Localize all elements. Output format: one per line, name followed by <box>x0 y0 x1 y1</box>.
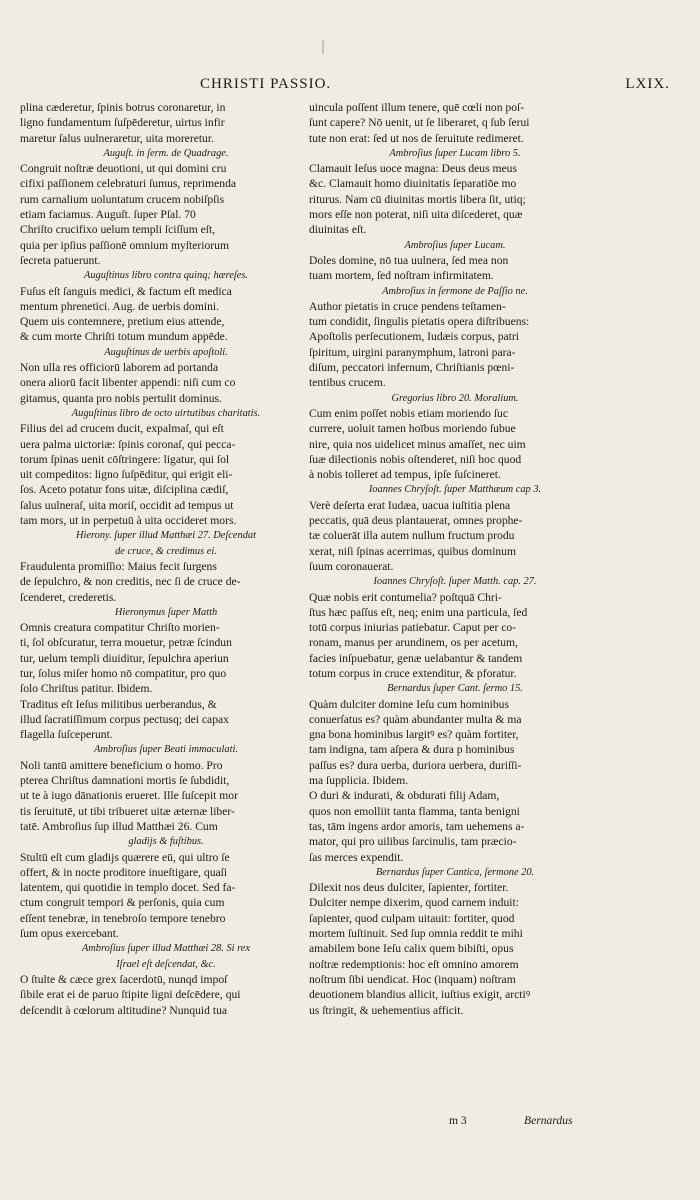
text-line: ſcenderet, crederetis. <box>20 590 117 604</box>
citation-heading: Gregorius libro 20. Moralium. <box>391 392 519 404</box>
text-line: plina cæderetur, ſpinis botrus coronaretur, in <box>20 101 226 114</box>
text-line: Author pietatis in cruce pendens teſtamen- <box>309 299 506 313</box>
text-line: tæ coluerāt illa autem nullum fructum produ <box>309 529 515 543</box>
text-line: gitamus, quanta pro nobis pertulit dominus. <box>20 391 222 405</box>
citation-heading: Ambroſius in ſermone de Paſſio ne. <box>382 285 528 297</box>
text-line: O duri & indurati, & obdurati filij Adam, <box>309 789 500 803</box>
text-line: Apoſtolis perſecutionem, Iudæis corpus, patri <box>309 330 519 344</box>
citation-heading: Ambroſius ſuper Lucam. <box>404 239 506 251</box>
text-line: deuotionem blandius allicit, iuſtius exigit, arctiꝰ <box>309 988 531 1002</box>
citation-heading: Ambroſius ſuper illud Matthæi 28. Si rex <box>81 943 251 955</box>
text-line: tum condidit, ſingulis pietatis opera diſtribuens: <box>309 315 530 329</box>
text-line: ligno fundamentum ſuſpēderetur, uirtus infir <box>20 116 225 130</box>
text-line: ſalus uulneraſ, uita moriſ, occidit ad tempus ut <box>20 498 234 512</box>
citation-heading: Iſrael eſt deſcendat, &c. <box>116 958 216 970</box>
text-line: gna bona hominibus largitꝰ es? quàm fortiter, <box>309 728 519 742</box>
text-line: tis ſeruitutē, ut tibi tribueret uitæ æternæ liber- <box>20 804 235 818</box>
text-line: ſuæ dilectionis nobis oſtenderet, niſi hoc quod <box>309 452 522 466</box>
text-line: Verè deſerta erat Iudæa, uacua iuſtitia plena <box>309 498 511 512</box>
text-line: tas, tām ingens ardor amoris, tam uehemens a- <box>309 819 525 833</box>
citation-heading: de cruce, & credimus ei. <box>115 545 217 557</box>
text-line: Fraudulenta promiſſio: Maius fecit ſurgens <box>20 559 217 573</box>
text-line: de ſepulchro, & non creditis, nec ſi de cruce de- <box>20 575 241 589</box>
text-line: noſtrum ſibi uendicat. Hoc (inquam) noſtram <box>309 972 516 986</box>
text-line: ſos. Aceto potatur fons uitæ, diſciplina cædiſ, <box>20 483 229 497</box>
text-line: &c. Clamauit homo diuinitatis ſeparatiōe mo <box>309 177 517 191</box>
text-line: noſtræ redemptionis: hoc eſt omnino amorem <box>309 957 519 971</box>
text-line: tentibus crucem. <box>309 376 386 390</box>
text-line: tam indigna, tam aſpera & dura p hominibus <box>309 743 515 757</box>
citation-heading: Bernardus ſuper Cant. ſermo 15. <box>387 683 523 695</box>
text-line: ma ſupplicia. Ibidem. <box>309 774 409 788</box>
text-line: eſſent tenebræ, in tenebroſo tempore tenebro <box>20 911 226 925</box>
signature-mark: m 3 <box>449 1114 467 1127</box>
citation-heading: Hieronymus ſuper Matth <box>114 606 218 618</box>
right-column <box>309 100 601 1110</box>
running-title: CHRISTI PASSIO. <box>200 76 332 92</box>
text-line: quos non emolliit tanta flamma, tanta benigni <box>309 804 520 818</box>
text-line: ſolo Chriſtus patitur. Ibidem. <box>20 682 153 696</box>
text-line: illud ſacratiſſimum corpus pectusq; dei capax <box>20 712 229 726</box>
page-footer <box>309 1114 679 1132</box>
text-line: peccatis, quā deus plantauerat, omnes prophe- <box>309 514 523 528</box>
text-line: ut te à iugo dānationis erueret. Ille ſuſcepit mor <box>20 789 238 803</box>
text-line: diuinitas eſt. <box>309 223 367 237</box>
text-line: us ſtringit, & uehementius afficit. <box>309 1003 464 1017</box>
text-line: diſum, peccatori infernum, Chriſtianis pœni- <box>309 361 515 375</box>
text-line: riturus. Nam cū diuinitas mortis libera ſit, utiq; <box>309 192 526 206</box>
text-line: Dilexit nos deus dulciter, ſapienter, fortiter. <box>309 881 509 895</box>
text-line: Quem uis contemnere, pretium eius attende, <box>20 315 225 329</box>
text-line: cifixi paſſionem celebraturi ſumus, reprimenda <box>20 177 237 191</box>
text-line: quia per ipſius paſſionē omnium myſteriorum <box>20 238 229 252</box>
text-line: Noli tantū amittere beneficium o homo. Pro <box>20 758 223 772</box>
text-line: tam mors, ut in perpetuū à uita occideret mors. <box>20 514 237 528</box>
catchword: Bernardus <box>524 1114 573 1127</box>
text-line: mator, qui pro uilibus ſarcinulis, tam præcio- <box>309 835 517 849</box>
text-line: deſcendit à cœlorum altitudine? Nunquid tua <box>20 1003 228 1017</box>
text-line: O ſtulte & cæce grex ſacerdotū, nunqd impoſ <box>20 972 228 986</box>
text-line: onera aliorū facit libenter appendi: niſi cum co <box>20 376 236 390</box>
text-line: ſibile erat ei de paruo ſtipite ligni deſcēdere, qui <box>20 988 241 1002</box>
text-line: ſunt capere? Nō uenit, ut ſe liberaret, q ſub ſerui <box>309 116 530 130</box>
citation-heading: Auguſtinus libro de octo uirtutibus charitatis. <box>71 407 261 419</box>
text-line: Cum enim poſſet nobis etiam moriendo ſuc <box>309 406 508 420</box>
citation-heading: Ioannes Chryſoſt. ſuper Matthæum cap 3. <box>368 484 542 496</box>
text-line: Chriſto crucifixo uelum templi ſciſſum eſt, <box>20 223 216 237</box>
text-line: uera palma uictoriæ: ſpinis coronaſ, qui pecca- <box>20 437 236 451</box>
citation-heading: Auguſtinus de uerbis apoſtoli. <box>104 346 228 358</box>
text-line: & cum morte Chriſti totum mundum appēde. <box>20 330 228 344</box>
citation-heading: Bernardus ſuper Cantica, ſermone 20. <box>375 866 535 878</box>
citation-heading: Ambroſius ſuper Lucam libro 5. <box>389 147 521 159</box>
text-line: ſecreta patuerunt. <box>20 253 101 267</box>
citation-heading: Ambroſius ſuper Beati immaculati. <box>94 744 238 756</box>
text-line: tur, ſolus miſer homo nō compatitur, pro quo <box>20 666 227 680</box>
text-line: currere, uoluit tamen hoībus moriendo ſubue <box>309 422 516 436</box>
running-header <box>200 76 670 98</box>
text-line: Dulciter nempe dixerim, quod carnem induit: <box>309 896 519 910</box>
text-line: totum corpus in cruce extenditur, & pforatur. <box>309 666 517 680</box>
text-line: etiam faciamus. Auguſt. ſuper Pſal. 70 <box>20 208 196 222</box>
text-line: ſum opus exercebant. <box>20 927 119 941</box>
text-line: torum ſpinas uenit cōſtringere: ligatur, qui ſol <box>20 452 230 466</box>
text-line: ctum congruit tempori & perſonis, quia cum <box>20 896 225 910</box>
text-line: ti, ſol obſcuratur, terra mouetur, petræ ſcindun <box>20 636 232 650</box>
text-line: Filius dei ad crucem ducit, expalmaſ, qui eſt <box>20 422 224 436</box>
citation-heading: Hierony. ſuper illud Matthæi 27. Deſcendat <box>76 530 256 542</box>
text-line: Clamauit Ieſus uoce magna: Deus deus meus <box>309 162 517 176</box>
text-line: Traditus eſt Ieſus militibus uerberandus, & <box>20 697 217 711</box>
text-line: Doles domine, nō tua uulnera, ſed mea non <box>309 253 509 267</box>
text-line: Stultū eſt cum gladijs quærere eū, qui ultro ſe <box>20 850 230 864</box>
text-line: Fuſus eſt ſanguis medici, & factum eſt medica <box>20 284 232 298</box>
text-line: amabilem bone Ieſu calix quem bibiſti, opus <box>309 942 514 956</box>
text-line: conuerſatus es? quàm abundanter multa & ma <box>309 712 522 726</box>
text-line: ſuum coronauerat. <box>309 559 394 573</box>
text-line: à nobis tolleret ad tempus, ipſe ſuſcineret. <box>309 468 501 482</box>
text-line: mors eſſe non poterat, niſi uita diſcederet, quæ <box>309 208 523 222</box>
citation-heading: Auguſtinus libro contra quinq; hæreſes. <box>83 270 249 282</box>
citation-heading: Auguſt. in ſerm. de Quadrage. <box>103 147 229 159</box>
text-line: ſpiritum, uirgini paranymphum, latroni para- <box>309 345 516 359</box>
text-line: offert, & in nocte proditore inueſtigare, quaſi <box>20 865 228 879</box>
text-line: tuam mortem, ſed noſtram infirmitatem. <box>309 269 494 283</box>
text-line: pterea Chriſtus damnationi mortis ſe ſubdidit, <box>20 774 230 788</box>
citation-heading: Ioannes Chryſoſt. ſuper Matth. cap. 27. <box>373 576 537 588</box>
text-line: maretur ſalus uulneraretur, uita moreretur. <box>20 131 214 145</box>
text-line: uit compeditos: ligno ſuſpēditur, qui erigit eli- <box>20 468 233 482</box>
text-line: Quàm dulciter domine Ieſu cum hominibus <box>309 697 509 711</box>
folio-number: LXIX. <box>625 76 670 92</box>
text-line: Congruit noſtræ deuotioni, ut qui domini cru <box>20 162 227 176</box>
text-line: latentem, qui quotidie in templo docet. Sed fa- <box>20 881 236 895</box>
text-line: ſas merces expendit. <box>309 850 404 864</box>
text-line: flagella ſuſceperunt. <box>20 728 113 742</box>
text-line: tute non erat: ſed ut nos de ſeruitute redimeret. <box>309 131 524 145</box>
text-line: mentum phrenetici. Aug. de uerbis domini. <box>20 299 219 313</box>
text-line: ſtus hæc paſſus eſt, neq; enim una particula, ſed <box>309 605 528 619</box>
left-column <box>20 100 312 1110</box>
text-line: Quæ nobis erit contumelia? poſtquā Chri- <box>309 590 502 604</box>
text-line: mortem ſuſtinuit. Sed ſup omnia reddit te mihi <box>309 927 523 941</box>
text-line: Omnis creatura compatitur Chriſto morien- <box>20 621 220 635</box>
text-line: totū corpus iniurias patiebatur. Caput per co- <box>309 621 517 635</box>
text-line: uincula poſſent illum tenere, quē cœli non poſ- <box>309 101 525 114</box>
text-line: tur, uelum templi diuiditur, ſepulchra aperiun <box>20 651 229 665</box>
text-line: xerat, niſi ſpinas acerrimas, quibus dominum <box>309 544 517 558</box>
text-line: ſapienter, quod culpam uitauit: fortiter, quod <box>309 911 515 925</box>
text-line: ronam, manus per arundinem, os per acetum, <box>309 636 518 650</box>
text-line: tatē. Ambroſius ſup illud Matthæi 26. Cum <box>20 819 218 833</box>
text-line: rum carnalium uoluntatum crucem nobiſpſis <box>20 192 225 206</box>
text-line: facies inſpuebatur, genæ uelabantur & tandem <box>309 651 523 665</box>
text-line: Non ulla res officiorū laborem ad portanda <box>20 361 219 375</box>
text-line: paſſus es? dura uerba, duriora uerbera, duriſſi- <box>309 758 522 772</box>
citation-heading: gladijs & fuſtibus. <box>128 836 204 848</box>
page-tick-mark <box>322 40 324 54</box>
text-line: nire, quia nos uidelicet minus amaſſet, nec uim <box>309 437 526 451</box>
